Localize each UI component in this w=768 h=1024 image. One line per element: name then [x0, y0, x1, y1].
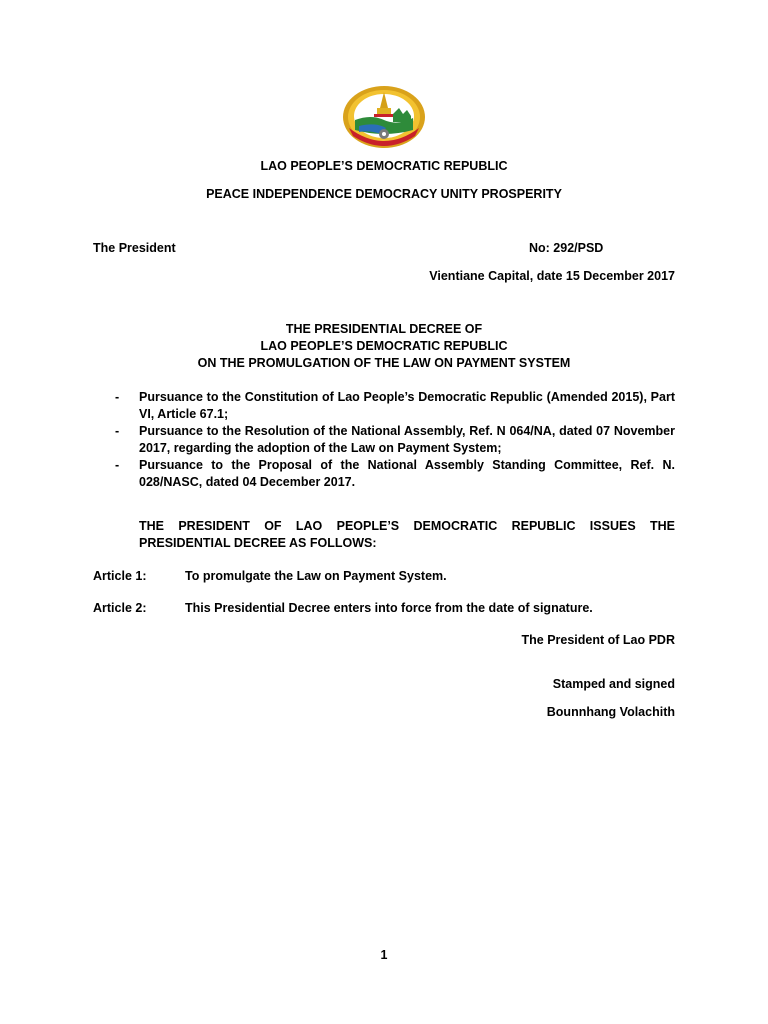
- bullet-text: Pursuance to the Resolution of the National Assembly, Ref. N 064/NA, dated 07 November 2017, regarding the adoption of the Law on Payment System;: [139, 424, 675, 455]
- page-number: 1: [380, 948, 388, 962]
- lao-national-emblem-icon: [341, 84, 427, 150]
- legal-basis-list: [93, 389, 675, 491]
- issues-statement: THE PRESIDENT OF LAO PEOPLE’S DEMOCRATIC REPUBLIC ISSUES THE PRESIDENTIAL DECREE AS FOLLOWS:: [139, 519, 675, 550]
- list-item: [93, 423, 675, 457]
- article-2-text: This Presidential Decree enters into force from the date of signature.: [185, 601, 593, 615]
- article-1-text: To promulgate the Law on Payment System.: [185, 569, 447, 583]
- bullet-text: Pursuance to the Constitution of Lao People’s Democratic Republic: [139, 390, 543, 404]
- decree-title-line1: THE PRESIDENTIAL DECREE OF: [285, 322, 483, 336]
- issuer: The President: [93, 241, 176, 255]
- country-name: LAO PEOPLE’S DEMOCRATIC REPUBLIC: [260, 159, 508, 173]
- article-2-label: Article 2:: [93, 601, 147, 615]
- bullet-dash: -: [115, 424, 120, 438]
- bullet-text: Pursuance to the Proposal of the National Assembly Standing Committee, Ref. N. 028/NASC, dated 04 December 2017.: [139, 458, 675, 489]
- stamp-note: Stamped and signed: [552, 677, 675, 691]
- signatory-title: The President of Lao PDR: [521, 633, 675, 647]
- signatory-name: Bounnhang Volachith: [546, 705, 675, 719]
- decree-title-line2: LAO PEOPLE’S DEMOCRATIC REPUBLIC: [260, 339, 508, 353]
- place-date: Vientiane Capital, date 15 December 2017: [429, 269, 675, 283]
- national-motto: PEACE INDEPENDENCE DEMOCRACY UNITY PROSPERITY: [206, 187, 562, 201]
- bullet-text-cont: (Amended 2015), Part VI, Article 67.1;: [139, 390, 675, 421]
- bullet-dash: -: [115, 390, 120, 404]
- decree-title-line3: ON THE PROMULGATION OF THE LAW ON PAYMENT SYSTEM: [197, 356, 571, 370]
- decree-number: No: 292/PSD: [529, 241, 604, 255]
- list-item: [93, 389, 675, 423]
- bullet-dash: -: [115, 458, 120, 472]
- article-1-label: Article 1:: [93, 569, 147, 583]
- list-item: [93, 457, 675, 491]
